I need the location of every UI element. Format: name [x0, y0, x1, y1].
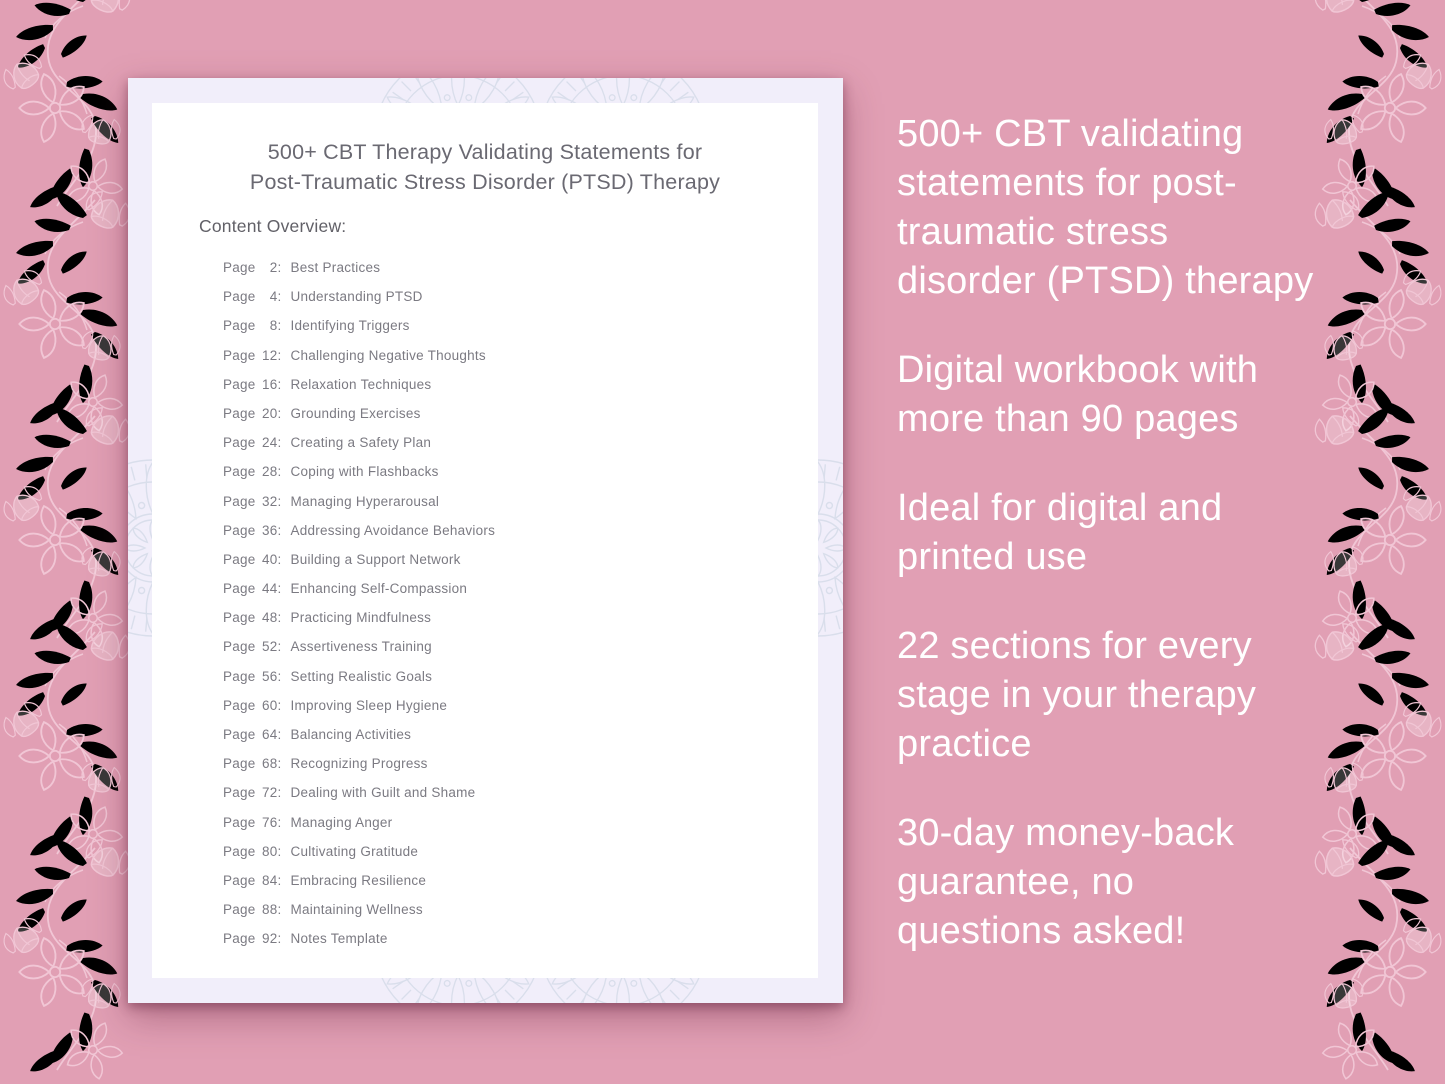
toc-item — [223, 691, 495, 720]
toc-page-word: Page — [223, 902, 256, 918]
floral-border-left-icon — [0, 0, 144, 1084]
toc-item — [223, 866, 495, 895]
toc-page-word: Page — [223, 260, 256, 275]
toc-item — [223, 632, 495, 661]
page-sheet — [152, 103, 818, 978]
toc-item — [223, 428, 495, 457]
toc-section-title: Coping with Flashbacks — [290, 464, 439, 480]
toc-page-word: Page — [223, 814, 256, 830]
toc-item — [223, 253, 495, 282]
toc-section-title: Improving Sleep Hygiene — [290, 697, 448, 713]
toc-section-title: Assertiveness Training — [290, 639, 432, 655]
marketing-line: 22 sections for every — [897, 625, 1252, 667]
marketing-line: disorder (PTSD) therapy — [897, 260, 1314, 302]
toc-page-number: 92: — [262, 931, 282, 947]
toc-page-number: 56: — [262, 668, 282, 684]
toc-page-number: 24: — [262, 435, 282, 451]
toc-page-number: 2: — [269, 260, 282, 275]
marketing-line: printed use — [897, 536, 1088, 578]
toc-section-title: Relaxation Techniques — [290, 376, 432, 392]
toc-section-title: Cultivating Gratitude — [290, 843, 419, 859]
marketing-line: Ideal for digital and — [897, 487, 1223, 529]
toc-page-word: Page — [223, 289, 256, 305]
toc-page-word: Page — [223, 727, 256, 742]
toc-page-word: Page — [223, 697, 256, 713]
toc-item — [223, 282, 495, 311]
toc-item — [223, 341, 495, 370]
toc-page-word: Page — [223, 872, 256, 888]
toc-item — [223, 516, 495, 545]
page-title — [152, 137, 818, 197]
marketing-line: 500+ CBT validating — [897, 113, 1244, 155]
toc-section-title: Enhancing Self-Compassion — [290, 581, 468, 597]
marketing-line: Digital workbook with — [897, 349, 1259, 391]
marketing-line: guarantee, no — [897, 861, 1135, 903]
toc-item — [223, 924, 495, 953]
toc-page-number: 64: — [262, 727, 282, 742]
marketing-line: stage in your therapy — [897, 674, 1257, 716]
workbook-page — [128, 78, 843, 1003]
toc-item — [223, 603, 495, 632]
toc-page-number: 20: — [262, 405, 282, 421]
toc-page-number: 36: — [262, 522, 282, 538]
table-of-contents — [223, 253, 495, 954]
toc-item — [223, 778, 495, 807]
toc-item — [223, 574, 495, 603]
toc-item — [223, 837, 495, 866]
toc-page-word: Page — [223, 639, 256, 655]
marketing-copy — [897, 110, 1367, 996]
toc-page-number: 40: — [262, 551, 282, 567]
marketing-line: more than 90 pages — [897, 398, 1239, 440]
toc-item — [223, 487, 495, 516]
toc-page-word: Page — [223, 318, 256, 334]
toc-item — [223, 311, 495, 340]
toc-section-title: Creating a Safety Plan — [290, 435, 432, 451]
toc-item — [223, 895, 495, 924]
toc-page-word: Page — [223, 464, 256, 480]
toc-page-number: 44: — [262, 581, 282, 597]
toc-section-title: Maintaining Wellness — [290, 902, 423, 918]
content-overview-heading: Content Overview: — [199, 216, 347, 236]
toc-section-title: Dealing with Guilt and Shame — [290, 785, 476, 801]
toc-item — [223, 399, 495, 428]
toc-page-word: Page — [223, 931, 256, 947]
toc-page-number: 88: — [262, 902, 282, 918]
toc-item — [223, 662, 495, 691]
toc-page-word: Page — [223, 522, 256, 538]
toc-section-title: Recognizing Progress — [290, 756, 428, 772]
marketing-paragraph — [897, 110, 1367, 306]
toc-page-number: 68: — [262, 756, 282, 772]
toc-page-number: 84: — [262, 872, 282, 888]
toc-page-number: 32: — [262, 493, 282, 509]
toc-page-number: 8: — [269, 318, 282, 334]
toc-item — [223, 457, 495, 486]
marketing-line: traumatic stress — [897, 211, 1169, 253]
marketing-line: questions asked! — [897, 910, 1186, 952]
toc-page-number: 12: — [262, 347, 282, 363]
toc-section-title: Building a Support Network — [290, 551, 461, 567]
toc-section-title: Setting Realistic Goals — [290, 668, 433, 684]
toc-page-number: 4: — [269, 289, 282, 305]
toc-page-word: Page — [223, 581, 256, 597]
toc-page-word: Page — [223, 785, 256, 801]
toc-page-number: 80: — [262, 843, 282, 859]
toc-item — [223, 370, 495, 399]
page-title-line1: 500+ CBT Therapy Validating Statements for — [267, 140, 703, 164]
toc-page-number: 60: — [262, 697, 282, 713]
toc-item — [223, 545, 495, 574]
marketing-paragraph — [897, 346, 1367, 444]
toc-section-title: Balancing Activities — [290, 727, 412, 742]
marketing-paragraph — [897, 622, 1367, 769]
marketing-line: statements for post- — [897, 162, 1237, 204]
toc-page-word: Page — [223, 493, 256, 509]
toc-page-word: Page — [223, 435, 256, 451]
marketing-paragraph — [897, 809, 1367, 956]
marketing-line: 30-day money-back — [897, 812, 1235, 854]
toc-section-title: Grounding Exercises — [290, 405, 421, 421]
toc-page-number: 48: — [262, 610, 282, 626]
toc-section-title: Managing Anger — [290, 814, 393, 830]
toc-page-word: Page — [223, 610, 256, 626]
toc-section-title: Challenging Negative Thoughts — [290, 347, 486, 363]
toc-item — [223, 720, 495, 749]
marketing-paragraph — [897, 484, 1367, 582]
toc-page-number: 16: — [262, 376, 282, 392]
toc-page-number: 76: — [262, 814, 282, 830]
toc-page-word: Page — [223, 843, 256, 859]
toc-page-word: Page — [223, 551, 256, 567]
toc-page-number: 28: — [262, 464, 282, 480]
toc-item — [223, 808, 495, 837]
page-title-line2: Post-Traumatic Stress Disorder (PTSD) Therapy — [249, 170, 721, 194]
toc-section-title: Addressing Avoidance Behaviors — [290, 522, 496, 538]
toc-item — [223, 749, 495, 778]
toc-section-title: Managing Hyperarousal — [290, 493, 440, 509]
toc-section-title: Notes Template — [290, 931, 388, 947]
toc-page-word: Page — [223, 376, 256, 392]
toc-page-word: Page — [223, 668, 256, 684]
toc-page-word: Page — [223, 347, 256, 363]
marketing-line: practice — [897, 723, 1032, 765]
toc-section-title: Best Practices — [290, 260, 381, 275]
toc-page-number: 72: — [262, 785, 282, 801]
toc-section-title: Practicing Mindfulness — [290, 610, 432, 626]
toc-page-word: Page — [223, 405, 256, 421]
toc-page-number: 52: — [262, 639, 282, 655]
toc-section-title: Embracing Resilience — [290, 872, 427, 888]
toc-page-word: Page — [223, 756, 256, 772]
toc-section-title: Understanding PTSD — [290, 289, 423, 305]
toc-section-title: Identifying Triggers — [290, 318, 410, 334]
